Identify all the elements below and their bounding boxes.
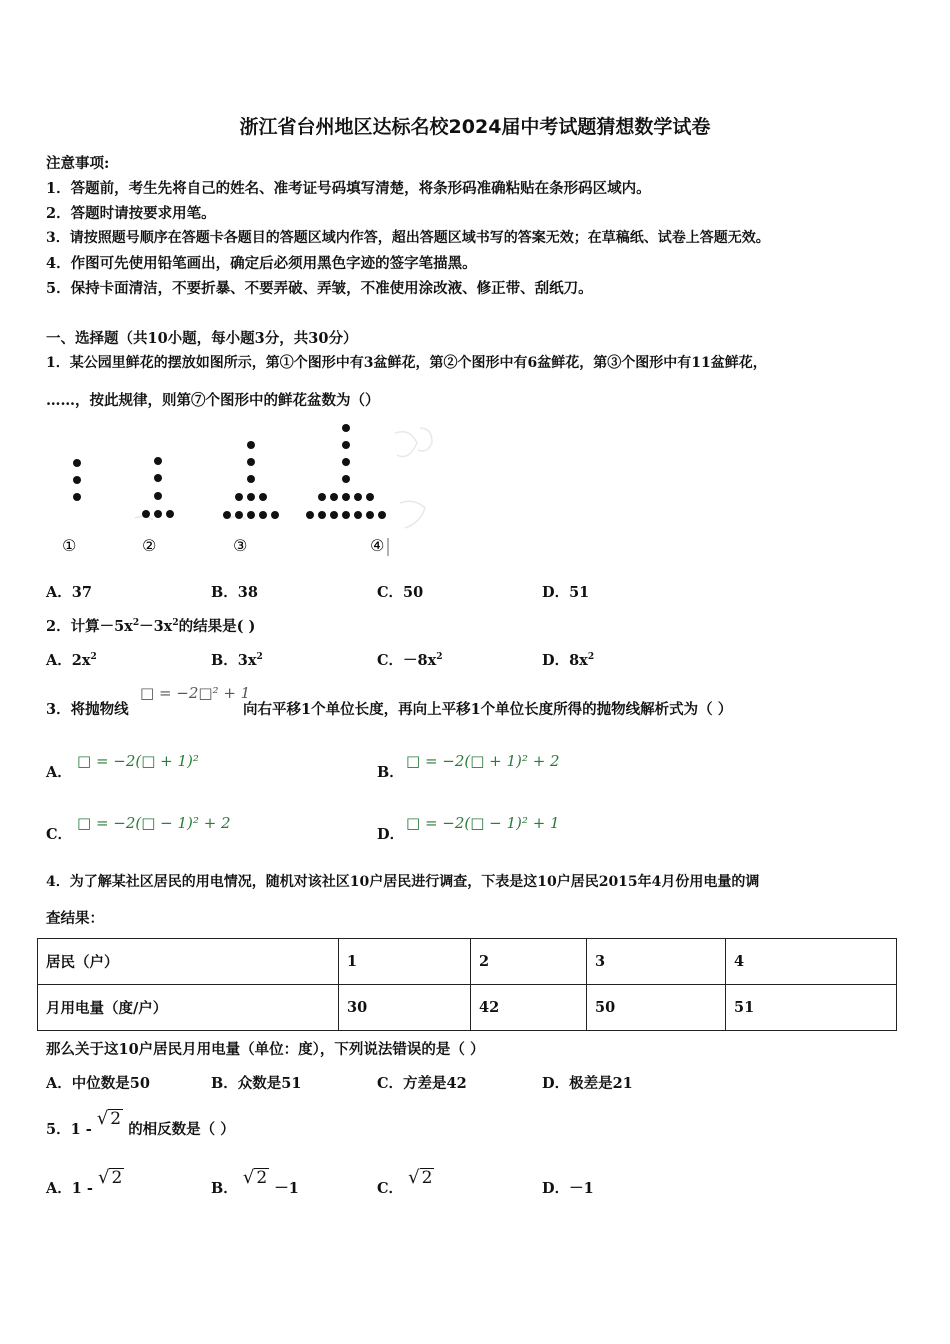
q3-option-b-formula: □ = −2(□ + 1)² + 2 — [406, 752, 560, 770]
q1-option-c: C．50 — [377, 584, 424, 601]
q4-option-a: A．中位数是50 — [46, 1075, 150, 1092]
q5-radicand: 2 — [110, 1109, 122, 1129]
q3-prefix: 3．将抛物线 — [46, 701, 129, 718]
q2-option-a-exp: 2 — [90, 652, 97, 663]
q5-stem — [46, 1108, 235, 1139]
q3-option-a-formula: □ = −2(□ + 1)² — [77, 752, 199, 770]
q3-option-d-formula: □ = −2(□ − 1)² + 1 — [406, 814, 560, 832]
table-cell: 50 — [587, 985, 726, 1031]
notes-heading: 注意事项: — [46, 155, 110, 172]
q5-option-b-sqrt: √ 2 — [242, 1167, 268, 1188]
q5-prefix: 5．1 - — [46, 1121, 92, 1138]
q2-mid: －3x — [139, 618, 173, 635]
q5-option-a-pre: A．1 - — [46, 1180, 93, 1197]
q4-option-b: B．众数是51 — [211, 1075, 302, 1092]
figure-label-4: ④ — [370, 536, 385, 555]
flower-dot — [342, 511, 350, 519]
q2-exp-2: 2 — [172, 618, 179, 629]
q1-line2: ……，按此规律，则第⑦个图形中的鲜花盆数为（） — [46, 392, 380, 409]
q3-suffix: 向右平移1个单位长度，再向上平移1个单位长度所得的抛物线解析式为（ ） — [243, 701, 733, 718]
q4-after: 那么关于这10户居民月用电量（单位：度），下列说法错误的是（ ） — [46, 1041, 485, 1058]
q4-option-d: D．极差是21 — [542, 1075, 633, 1092]
flower-dot — [318, 493, 326, 501]
exam-title: 浙江省台州地区达标名校2024届中考试题猜想数学试卷 — [239, 116, 711, 138]
q5-option-b-radicand: 2 — [256, 1168, 268, 1188]
q5-sqrt: √ 2 — [96, 1108, 122, 1129]
q2-option-c-exp: 2 — [436, 652, 443, 663]
q2-prefix: 2．计算－5x — [46, 618, 133, 635]
q3-option-a-label: A． — [46, 764, 72, 781]
flower-dot — [306, 511, 314, 519]
q3-formula: □ = −2□² + 1 — [140, 684, 251, 702]
table-row — [38, 939, 897, 985]
figure-1-dots — [73, 459, 81, 501]
q5-option-c-radicand: 2 — [421, 1168, 433, 1188]
table-cell: 51 — [726, 985, 897, 1031]
q5-option-c — [377, 1167, 434, 1198]
q5-option-a-sqrt: √ 2 — [97, 1167, 123, 1188]
table-cell: 月用电量（度/户） — [38, 985, 339, 1031]
note-item-2: 2．答题时请按要求用笔。 — [46, 205, 216, 222]
q4-line2: 查结果： — [46, 910, 104, 927]
q5-option-b-post: －1 — [274, 1180, 299, 1197]
q1-option-b: B．38 — [211, 584, 258, 601]
table-row — [38, 985, 897, 1031]
q5-option-b — [211, 1167, 299, 1198]
q4-option-c: C．方差是42 — [377, 1075, 467, 1092]
figure-4-base-row — [306, 511, 386, 519]
table-cell: 居民（户） — [38, 939, 339, 985]
figure-2-dots — [142, 457, 174, 518]
q2-option-d-label: D．8x — [542, 652, 588, 669]
q4-line1: 4．为了解某社区居民的用电情况，随机对该社区10户居民进行调查，下表是这10户居民2015年4月份用电量的调 — [46, 874, 760, 890]
note-item-3: 3．请按照题号顺序在答题卡各题目的答题区域内作答，超出答题区域书写的答案无效；在草稿纸、试卷上答题无效。 — [46, 230, 770, 246]
q2-option-a-label: A．2x — [46, 652, 91, 669]
q5-option-b-pre: B． — [211, 1180, 238, 1197]
q2-option-d — [542, 649, 594, 670]
q2-stem — [46, 615, 255, 636]
flower-dot — [378, 511, 386, 519]
q2-option-b-label: B．3x — [211, 652, 257, 669]
figure-3-dots — [223, 441, 279, 519]
q2-option-d-exp: 2 — [587, 652, 595, 663]
note-item-1: 1．答题前，考生先将自己的姓名、准考证号码填写清楚，将条形码准确粘贴在条形码区域内。 — [46, 180, 651, 197]
q2-option-c — [377, 649, 443, 670]
flower-dot — [330, 511, 338, 519]
section-heading: 一、选择题（共10小题，每小题3分，共30分） — [46, 330, 358, 347]
q2-suffix: 的结果是( ) — [178, 618, 256, 635]
q5-option-c-sqrt: √ 2 — [408, 1167, 433, 1188]
figure-label-3: ③ — [233, 536, 248, 555]
q3-option-d-label: D． — [377, 826, 405, 843]
note-item-4: 4．作图可先使用铅笔画出，确定后必须用黑色字迹的签字笔描黑。 — [46, 255, 477, 272]
q3-option-c-label: C． — [46, 826, 73, 843]
figure-4-dots — [318, 424, 374, 501]
q5-suffix: 的相反数是（ ） — [128, 1121, 235, 1138]
q1-line1: 1．某公园里鲜花的摆放如图所示，第①个图形中有3盆鲜花，第②个图形中有6盆鲜花，第③个图形中有11盆鲜花， — [46, 355, 767, 371]
q1-option-d: D．51 — [542, 584, 590, 601]
flower-dot — [318, 511, 326, 519]
q5-option-d: D．－1 — [542, 1180, 594, 1197]
table-cell: 4 — [726, 939, 897, 985]
figure-label-2: ② — [142, 536, 157, 555]
q2-option-b-exp: 2 — [256, 652, 263, 663]
q1-flower-figure — [40, 418, 460, 568]
table-cell: 30 — [339, 985, 471, 1031]
q2-option-b — [211, 649, 263, 670]
watermark-mark — [135, 428, 432, 528]
table-cell: 42 — [471, 985, 587, 1031]
figure-label-1: ① — [62, 536, 77, 555]
q2-option-a — [46, 649, 97, 670]
q5-option-c-pre: C． — [377, 1180, 404, 1197]
electricity-table — [37, 938, 897, 1031]
q2-option-c-label: C．－8x — [377, 652, 437, 669]
q3-option-c-formula: □ = −2(□ − 1)² + 2 — [77, 814, 231, 832]
flower-dot — [366, 511, 374, 519]
q1-option-a: A．37 — [46, 584, 92, 601]
q3-option-b-label: B． — [377, 764, 404, 781]
table-cell: 3 — [587, 939, 726, 985]
q5-option-a — [46, 1167, 124, 1198]
table-cell: 1 — [339, 939, 471, 985]
note-item-5: 5．保持卡面清洁，不要折暴、不要弄破、弄皱，不准使用涂改液、修正带、刮纸刀。 — [46, 280, 593, 297]
q2-exp-1: 2 — [132, 618, 140, 629]
table-cell: 2 — [471, 939, 587, 985]
flower-dot — [366, 493, 374, 501]
flower-dot — [354, 511, 362, 519]
q5-option-a-radicand: 2 — [111, 1168, 123, 1188]
